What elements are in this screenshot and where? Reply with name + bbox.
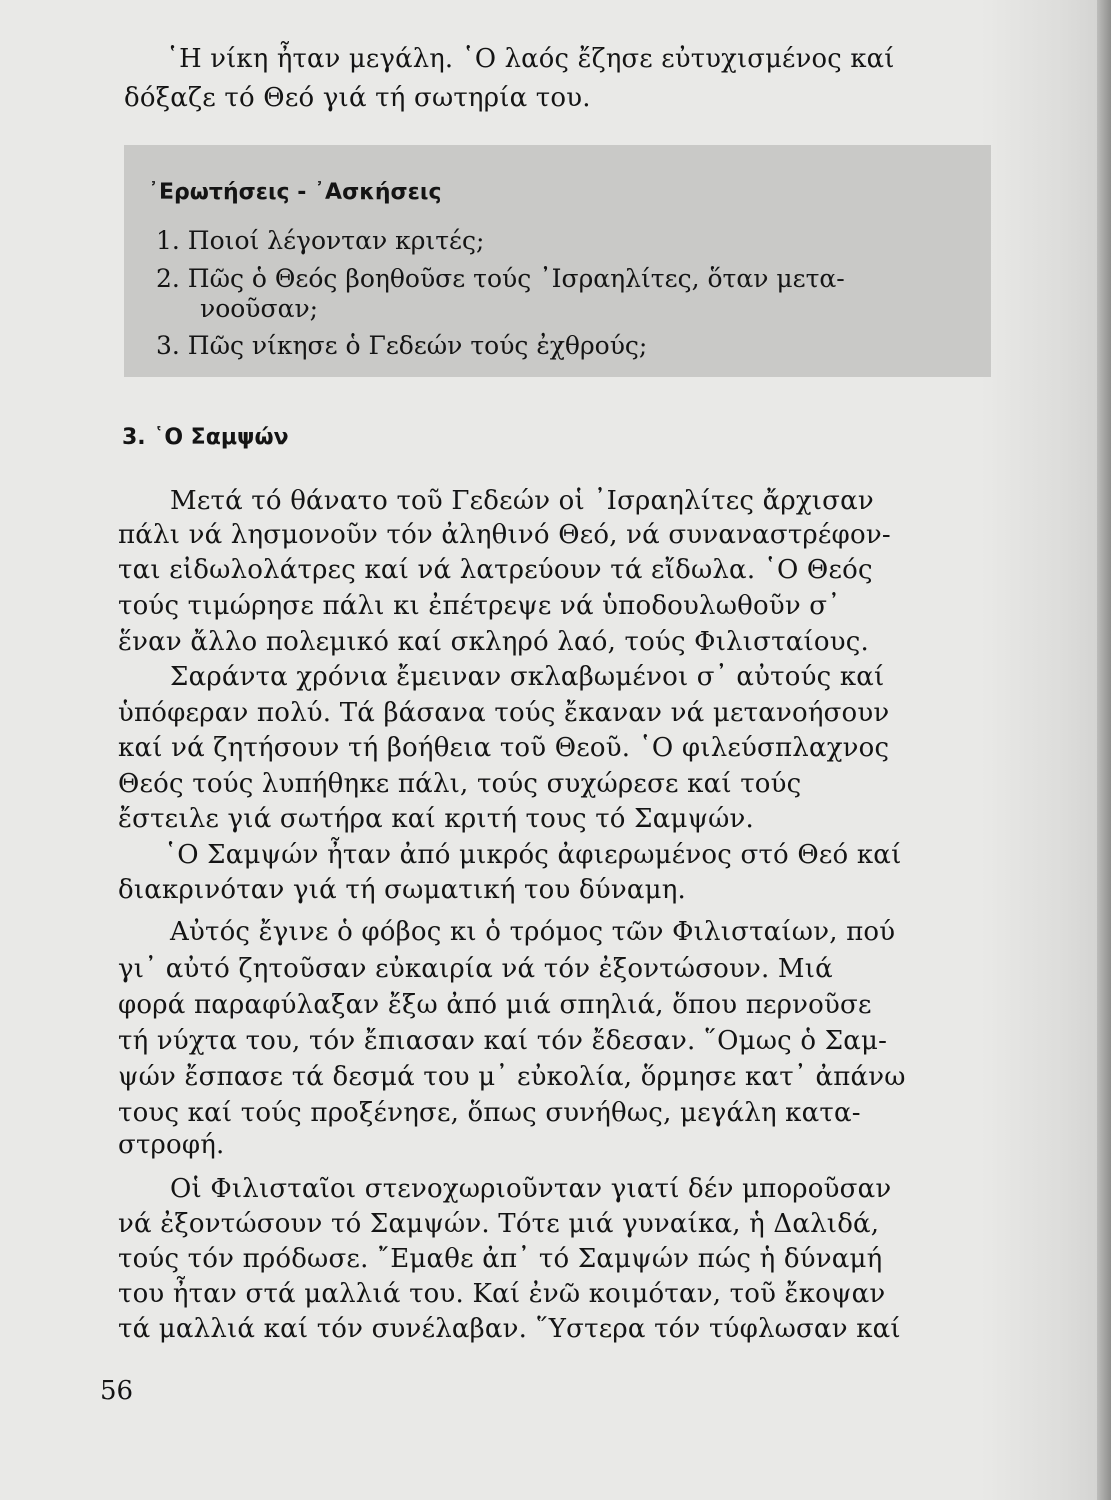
page-number: 56 (100, 1376, 134, 1406)
question-2-continued: νοοῦσαν; (200, 294, 319, 323)
body-line-18: τους καί τούς προξένησε, ὅπως συνήθως, μεγάλη κατα- (118, 1098, 861, 1128)
body-line-23: του ἦταν στά μαλλιά του. Καί ἐνῶ κοιμόταν, τοῦ ἔκοψαν (118, 1279, 886, 1309)
body-line-7: ὑπόφεραν πολύ. Τά βάσανα τούς ἔκαναν νά μετανοήσουν (118, 698, 890, 728)
section-title: 3. ῾Ο Σαμψών (122, 425, 289, 450)
question-2: 2. Πῶς ὁ Θεός βοηθοῦσε τούς ᾿Ισραηλίτες, ὅταν μετα- (156, 264, 845, 293)
body-line-3: ται εἰδωλολάτρες καί νά λατρεύουν τά εἴδωλα. ῾Ο Θεός (118, 555, 873, 585)
body-line-10: ἔστειλε γιά σωτήρα καί κριτή τους τό Σαμψών. (118, 804, 755, 834)
body-line-4: τούς τιμώρησε πάλι κι ἐπέτρεψε νά ὑποδουλωθοῦν σ᾿ (118, 591, 841, 621)
intro-line-1: ῾Η νίκη ἦταν μεγάλη. ῾Ο λαός ἔζησε εὐτυχισμένος καί (166, 44, 895, 74)
body-line-21: νά ἐξοντώσουν τό Σαμψών. Τότε μιά γυναίκα, ἡ Δαλιδά, (118, 1209, 880, 1239)
question-3: 3. Πῶς νίκησε ὁ Γεδεών τούς ἐχθρούς; (156, 331, 648, 360)
body-line-12: διακρινόταν γιά τή σωματική του δύναμη. (118, 875, 686, 905)
body-line-19: στροφή. (118, 1130, 225, 1160)
body-line-22: τούς τόν πρόδωσε. ῎Εμαθε ἀπ᾿ τό Σαμψών πώς ἡ δύναμή (118, 1244, 883, 1274)
body-line-5: ἕναν ἄλλο πολεμικό καί σκληρό λαό, τούς Φιλισταίους. (118, 627, 869, 657)
body-line-15: φορά παραφύλαξαν ἔξω ἀπό μιά σπηλιά, ὅπου περνοῦσε (118, 990, 872, 1020)
body-line-14: γι᾿ αὐτό ζητοῦσαν εὐκαιρία νά τόν ἐξοντώσουν. Μιά (118, 954, 833, 984)
body-line-17: ψών ἔσπασε τά δεσμά του μ᾿ εὐκολία, ὅρμησε κατ᾿ ἀπάνω (118, 1062, 906, 1092)
body-line-8: καί νά ζητήσουν τή βοήθεια τοῦ Θεοῦ. ῾Ο φιλεύσπλαχνος (118, 733, 890, 763)
question-1: 1. Ποιοί λέγονταν κριτές; (156, 226, 485, 255)
body-line-2: πάλι νά λησμονοῦν τόν ἀληθινό Θεό, νά συναναστρέφον- (118, 520, 891, 550)
body-line-20: Οἱ Φιλισταῖοι στενοχωριοῦνταν γιατί δέν μποροῦσαν (170, 1174, 892, 1204)
body-line-24: τά μαλλιά καί τόν συνέλαβαν. ῞Υστερα τόν τύφλωσαν καί (118, 1314, 901, 1344)
body-line-16: τή νύχτα του, τόν ἔπιασαν καί τόν ἔδεσαν. ῞Ομως ὁ Σαμ- (118, 1026, 888, 1056)
body-line-6: Σαράντα χρόνια ἔμειναν σκλαβωμένοι σ᾿ αὐτούς καί (170, 662, 885, 692)
body-line-13: Αὐτός ἔγινε ὁ φόβος κι ὁ τρόμος τῶν Φιλισταίων, πού (170, 917, 896, 947)
body-line-9: Θεός τούς λυπήθηκε πάλι, τούς συχώρεσε καί τούς (118, 769, 802, 799)
questions-title: ᾿Ερωτήσεις - ᾿Ασκήσεις (148, 180, 442, 205)
intro-line-2: δόξαζε τό Θεό γιά τή σωτηρία του. (124, 83, 591, 113)
questions-box (124, 145, 991, 377)
body-line-11: ῾Ο Σαμψών ἦταν ἀπό μικρός ἀφιερωμένος στό Θεό καί (164, 840, 902, 870)
body-line-1: Μετά τό θάνατο τοῦ Γεδεών οἱ ᾿Ισραηλίτες ἄρχισαν (170, 486, 874, 516)
